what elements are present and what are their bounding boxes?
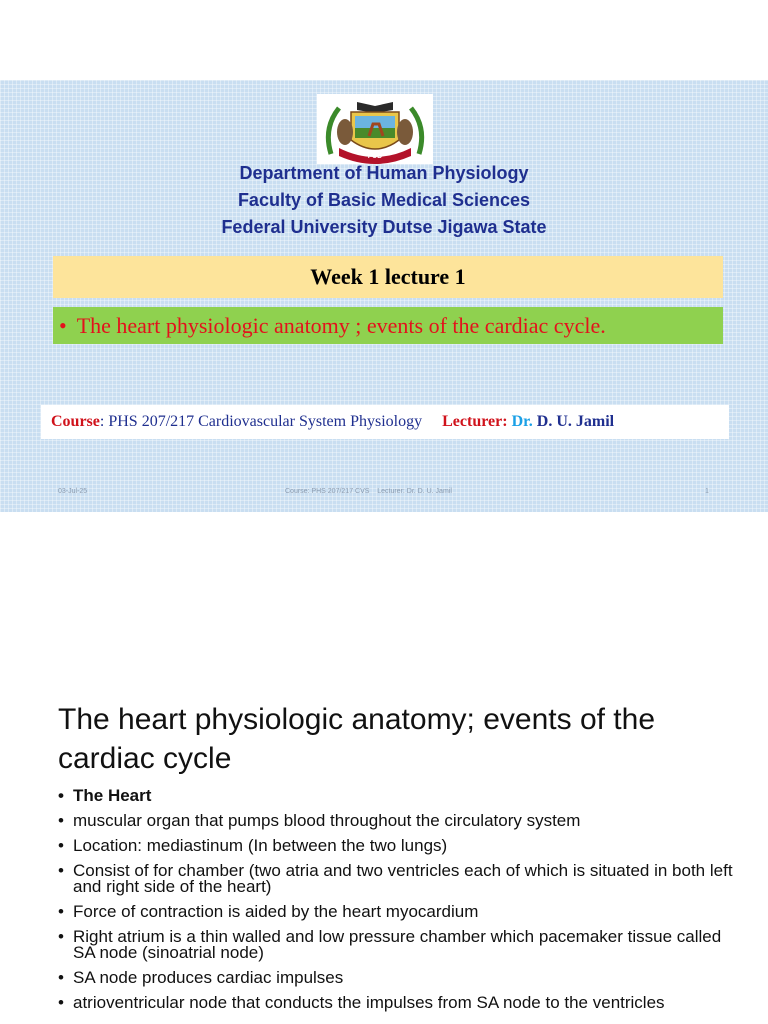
list-item: • The Heart	[58, 788, 738, 804]
slide2-title-line1: The heart physiologic anatomy; events of the	[58, 703, 656, 736]
week-label: Week 1 lecture 1	[53, 256, 723, 298]
list-item: • Consist of for chamber (two atria and two ventricles each of which is situated in both left and right side of the heart)	[58, 863, 738, 895]
slide2-title-line2: cardiac cycle	[58, 742, 232, 775]
list-item: • Location: mediastinum (In between the two lungs)	[58, 838, 738, 854]
lecturer-name: D. U. Jamil	[536, 413, 615, 430]
list-item: • Right atrium is a thin walled and low pressure chamber which pacemaker tissue called SA node (sinoatrial node)	[58, 929, 738, 961]
university-line: Federal University Dutse Jigawa State	[221, 217, 547, 237]
department-line: Department of Human Physiology	[239, 163, 529, 183]
list-item: • SA node produces cardiac impulses	[58, 970, 738, 986]
footer-page-number: 1	[705, 488, 709, 495]
footer-date: 03-Jul-25	[58, 488, 88, 495]
lecturer-label: Lecturer	[442, 413, 503, 430]
title-slide	[0, 80, 768, 512]
slide2-title	[58, 700, 738, 778]
list-item: • Force of contraction is aided by the heart myocardium	[58, 904, 738, 920]
topic-bullet: •	[59, 312, 67, 338]
logo-text: FUD	[367, 153, 383, 160]
course-label: Course	[51, 413, 100, 430]
slide2-bullet-list	[58, 788, 738, 1020]
list-item: • atrioventricular node that conducts the impulses from SA node to the ventricles	[58, 995, 738, 1011]
footer-center: Course: PHS 207/217 CVS Lecturer: Dr. D. U. Jamil	[285, 488, 452, 495]
lecturer-title: Dr.	[511, 413, 533, 430]
topic-text: The heart physiologic anatomy ; events of the cardiac cycle.	[76, 312, 606, 338]
list-item: • muscular organ that pumps blood throughout the circulatory system	[58, 813, 738, 829]
course-value: : PHS 207/217 Cardiovascular System Physiology	[99, 413, 423, 430]
course-lecturer-box	[41, 405, 729, 439]
faculty-line: Faculty of Basic Medical Sciences	[237, 190, 531, 210]
lecturer-colon: :	[502, 413, 508, 430]
topic-box	[53, 307, 723, 344]
university-logo	[317, 94, 433, 164]
